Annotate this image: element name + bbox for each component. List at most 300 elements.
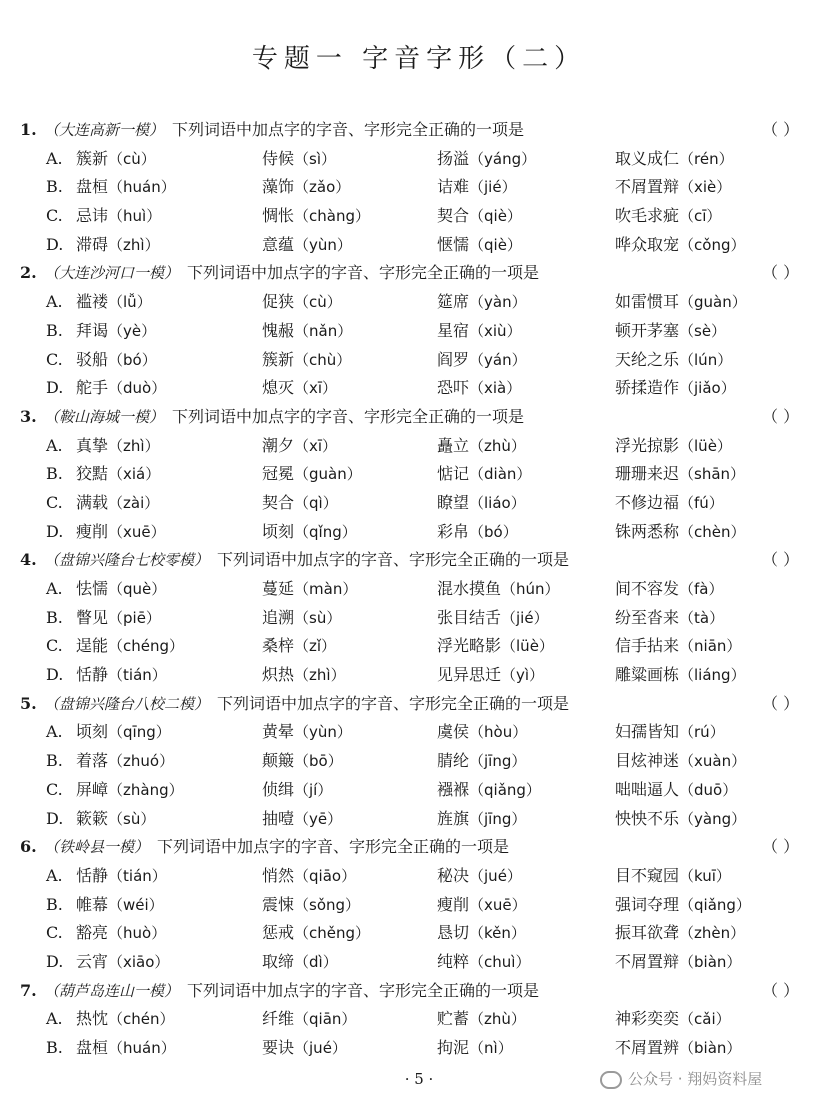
word: 惬懦 [437,234,470,254]
option-letter: B. [46,607,63,627]
pinyin: （sù） [108,809,156,828]
pinyin: （què） [108,580,167,598]
word: 屏嶂 [76,779,109,799]
word-cell [76,346,157,375]
word: 怏怏不乐 [615,808,680,828]
word: 骄揉造作 [615,378,680,398]
option-letter: C. [46,492,63,512]
word: 簌簌 [76,808,109,828]
word-cell [76,432,160,461]
word: 扬溢 [437,148,470,168]
pinyin: （xuē） [108,522,166,541]
question-text: 下列词语中加点字的字音、字形完全正确的一项是 [157,837,510,857]
pinyin: （sè） [679,321,727,340]
pinyin: （jié） [469,178,517,197]
word: 簇新 [262,349,295,369]
pinyin: （liáo） [469,493,526,512]
pinyin: （tà） [679,608,725,627]
pinyin: （yáng） [469,149,537,168]
word: 恐吓 [437,378,470,398]
pinyin: （sǒng） [294,895,361,914]
question-source: （盘锦兴隆台八校二模） [44,694,210,713]
word-cell [262,518,357,547]
pinyin: （zhèn） [679,924,746,943]
word: 忌讳 [76,206,109,226]
word-cell [615,948,741,977]
pinyin: （xià） [469,379,522,398]
answer-bracket: （ ） [762,980,800,1000]
word-cell [437,891,527,920]
question-number: 2. [20,263,37,283]
word-cell [615,891,751,920]
word: 舵手 [76,378,109,398]
word: 不修边福 [615,492,680,512]
word: 矗立 [437,435,470,455]
word-cell [615,718,725,747]
option-letter: D. [46,521,64,541]
pinyin: （xiù） [469,321,522,340]
answer-bracket: （ ） [762,837,800,857]
word-cell [437,518,518,547]
pinyin: （xiá） [108,465,161,484]
pinyin: （yùn） [294,723,352,742]
pinyin: （jué） [469,866,522,885]
word-cell [262,231,352,260]
word-cell [437,604,549,633]
word: 簇新 [76,148,109,168]
word: 顷刻 [262,521,295,541]
word: 秘决 [437,865,470,885]
pinyin: （yē） [294,809,343,828]
word-cell [76,919,166,948]
pinyin: （bó） [469,522,518,541]
option-letter: D. [46,378,64,398]
word-cell [615,317,726,346]
question-block [0,690,838,833]
pinyin: （xuē） [469,895,527,914]
page-number: · 5 · [404,1070,434,1088]
word: 盘桓 [76,1038,109,1057]
pinyin: （niān） [679,637,742,656]
word: 不屑置辩 [615,177,680,197]
word-cell [437,948,530,977]
word-cell [76,604,161,633]
option-letter: A. [46,865,63,885]
word: 咄咄逼人 [615,779,680,799]
question-number: 6. [20,837,37,857]
word-cell [615,661,746,690]
word-cell [615,776,737,805]
word-cell [76,776,184,805]
word-cell [262,346,351,375]
word: 雕粱画栋 [615,665,680,685]
option-row [0,805,838,834]
word-cell [615,747,746,776]
option-row [0,776,838,805]
pinyin: （chàng） [294,207,370,226]
question-text: 下列词语中加点字的字音、字形完全正确的一项是 [217,550,570,570]
pinyin: （jí） [294,780,333,799]
word-cell [76,374,166,403]
word-cell [262,1005,356,1034]
word-cell [76,575,166,604]
pinyin: （lún） [679,350,733,369]
pinyin: （liáng） [679,666,746,685]
pinyin: （xī） [294,379,338,398]
word-cell [437,718,527,747]
word-cell [615,518,746,547]
word-cell [76,145,156,174]
word-cell [76,460,160,489]
word-cell [76,718,171,747]
word: 真挚 [76,435,109,455]
pinyin: （zhì） [108,235,160,254]
word-cell [262,489,338,518]
option-row [0,575,838,604]
word-cell [437,460,531,489]
question-block [0,259,838,402]
word: 强词夺理 [615,894,680,914]
word: 惦记 [437,464,470,484]
word-cell [262,460,362,489]
word-cell [262,288,342,317]
pinyin: （diàn） [469,465,532,484]
option-letter: B. [46,1038,63,1057]
word: 蔓延 [262,579,295,598]
word: 契合 [262,492,295,512]
question-number: 1. [20,120,37,139]
question-number: 3. [20,406,37,426]
word: 瘦削 [76,521,109,541]
word-cell [437,919,526,948]
word: 吹毛求疵 [615,206,680,226]
option-letter: C. [46,779,63,799]
option-letter: B. [46,320,63,340]
option-letter: A. [46,435,63,455]
pinyin: （xī） [294,436,338,455]
pinyin: （qǐng） [294,522,357,541]
pinyin: （kuī） [679,866,731,885]
word: 愧赧 [262,320,295,340]
word: 追溯 [262,607,295,627]
word: 拜谒 [76,320,109,340]
pinyin: （zài） [108,493,160,512]
word-cell [262,317,352,346]
word: 取义成仁 [615,148,680,168]
option-row [0,346,838,375]
word: 震悚 [262,894,295,914]
pinyin: （huò） [108,924,167,943]
word: 促狭 [262,292,295,312]
pinyin: （cǒng） [679,235,746,254]
option-row [0,432,838,461]
answer-bracket: （ ） [762,263,800,283]
word-cell [615,288,747,317]
word: 振耳欲聋 [615,923,680,943]
pinyin: （rú） [679,723,725,742]
word: 不屑置辨 [615,1038,680,1057]
word: 悄然 [262,865,295,885]
option-row [0,145,838,174]
word: 褴褛 [76,292,109,312]
question-text: 下列词语中加点字的字音、字形完全正确的一项是 [187,980,540,1000]
option-row [0,718,838,747]
option-row [0,891,838,920]
option-row [0,747,838,776]
question-number: 4. [20,550,37,570]
word-cell [262,661,346,690]
word: 目炫神迷 [615,751,680,771]
word: 盘桓 [76,177,109,197]
word-cell [262,1034,347,1063]
word-cell [76,948,169,977]
pinyin: （chén） [108,1010,175,1029]
question-text: 下列词语中加点字的字音、字形完全正确的一项是 [217,693,570,713]
word: 瘦削 [437,894,470,914]
page-title: 专题一 字音字形（二） [251,44,587,74]
pinyin: （chuì） [469,952,531,971]
pinyin: （màn） [294,580,358,598]
question-source: （大连高新一模） [44,121,165,139]
word: 神彩奕奕 [615,1009,680,1029]
word-cell [76,862,167,891]
word-cell [262,891,360,920]
option-row [0,632,838,661]
pinyin: （yàn） [469,293,527,312]
pinyin: （huì） [108,207,162,226]
word-cell [615,173,731,202]
word: 铢两悉称 [615,521,680,541]
word: 间不容发 [615,579,680,598]
word: 桑梓 [262,636,295,656]
question-stem [0,833,838,862]
question-stem [0,690,838,719]
pinyin: （cù） [294,293,342,312]
question-stem [0,116,838,145]
pinyin: （qiè） [469,207,522,226]
word-cell [437,661,544,690]
word-cell [262,432,337,461]
word-cell [76,231,160,260]
word-cell [437,432,526,461]
option-row [0,661,838,690]
word: 恬静 [76,665,109,685]
pinyin: （zhàng） [108,780,184,799]
word-cell [437,202,522,231]
word-cell [437,776,541,805]
word: 侦缉 [262,779,295,799]
word: 热忱 [76,1009,109,1029]
pinyin: （lüè） [501,637,554,656]
pinyin: （chěng） [294,924,371,943]
word-cell [437,1034,513,1063]
answer-bracket: （ ） [762,120,800,139]
option-letter: D. [46,951,64,971]
word: 惆怅 [262,206,295,226]
word-cell [262,805,342,834]
word: 恬静 [76,865,109,885]
answer-bracket: （ ） [762,550,800,570]
word-cell [76,288,152,317]
word: 纯粹 [437,951,470,971]
question-block [0,116,838,259]
word: 浮光略影 [437,636,502,656]
option-row [0,948,838,977]
question-block [0,977,838,1063]
question-source: （铁岭县一模） [44,838,150,857]
pinyin: （huán） [108,178,176,197]
option-letter: D. [46,665,64,685]
word: 满载 [76,492,109,512]
word-cell [76,317,156,346]
pinyin: （jīng） [469,752,527,771]
word-cell [615,919,745,948]
question-source: （葫芦岛连山一模） [44,981,180,1000]
option-letter: B. [46,751,63,771]
word: 天纶之乐 [615,349,680,369]
pinyin: （bó） [108,350,157,369]
option-row [0,317,838,346]
word-cell [262,604,341,633]
pinyin: （cī） [679,207,722,226]
option-row [0,862,838,891]
pinyin: （duò） [108,379,167,398]
pinyin: （nǎn） [294,321,353,340]
word: 混水摸鱼 [437,579,502,598]
question-text: 下列词语中加点字的字音、字形完全正确的一项是 [172,406,525,426]
word: 抽噎 [262,808,295,828]
word-cell [76,747,174,776]
word-cell [437,489,526,518]
word: 黄晕 [262,722,295,742]
pinyin: （tián） [108,866,167,885]
word: 张目结舌 [437,607,502,627]
question-stem [0,977,838,1006]
word-cell [262,919,370,948]
option-letter: B. [46,894,63,914]
pinyin: （qì） [294,493,338,512]
watermark [600,1068,762,1089]
word: 熄灭 [262,378,295,398]
question-block [0,546,838,689]
pinyin: （huán） [108,1039,176,1057]
pinyin: （xuàn） [679,752,747,771]
option-letter: C. [46,206,63,226]
question-block [0,403,838,546]
word-cell [76,1034,176,1063]
option-letter: D. [46,808,64,828]
pinyin: （qiān） [294,1010,357,1029]
word-cell [615,346,732,375]
word: 浮光掠影 [615,435,680,455]
word-cell [437,747,526,776]
pinyin: （shān） [679,465,746,484]
word: 炽热 [262,665,295,685]
word-cell [76,632,184,661]
pinyin: （jiǎo） [679,379,736,398]
pinyin: （biàn） [679,1039,742,1057]
word: 筵席 [437,292,470,312]
question-source: （鞍山海城一模） [44,407,165,426]
question-stem [0,259,838,288]
pinyin: （jué） [294,1039,347,1057]
pinyin: （qiè） [469,235,522,254]
option-row [0,231,838,260]
word-cell [615,432,732,461]
pinyin: （cù） [108,149,156,168]
word-cell [437,346,527,375]
word: 信手拈来 [615,636,680,656]
word-cell [615,575,724,604]
pinyin: （xiāo） [108,952,170,971]
option-row [0,460,838,489]
word: 狡黠 [76,464,109,484]
chat-bubble-icon [600,1071,622,1089]
pinyin: （bō） [294,752,343,771]
pinyin: （fú） [679,493,724,512]
pinyin: （hòu） [469,723,528,742]
word-cell [437,1005,526,1034]
word: 帷幕 [76,894,109,914]
word: 瞭望 [437,492,470,512]
question-stem [0,546,838,575]
pinyin: （yì） [501,666,545,685]
word-cell [262,202,370,231]
question-text: 下列词语中加点字的字音、字形完全正确的一项是 [172,120,525,139]
word: 拘泥 [437,1038,470,1057]
pinyin: （zhuó） [108,752,175,771]
word: 要诀 [262,1038,295,1057]
word-cell [615,604,724,633]
pinyin: （jīng） [469,809,527,828]
pinyin: （rén） [679,149,734,168]
option-row [0,489,838,518]
word-cell [615,202,721,231]
pinyin: （yè） [108,321,157,340]
option-letter: A. [46,579,63,598]
pinyin: （dì） [294,952,338,971]
pinyin: （yùn） [294,235,352,254]
watermark-text: 公众号 · 翔妈资料屋 [628,1070,763,1088]
word: 贮蓄 [437,1009,470,1029]
word: 滞碍 [76,234,109,254]
word: 襁褓 [437,779,470,799]
pinyin: （guàn） [294,465,362,484]
word-cell [262,632,336,661]
word-cell [76,1005,175,1034]
word: 纷至沓来 [615,607,680,627]
word-cell [262,776,332,805]
word: 不屑置辩 [615,951,680,971]
pinyin: （chéng） [108,637,185,656]
word-cell [437,805,526,834]
word-cell [76,805,155,834]
word: 侍候 [262,148,295,168]
option-letter: C. [46,636,63,656]
pinyin: （piē） [108,608,161,627]
pinyin: （sù） [294,608,342,627]
word-cell [615,632,741,661]
pinyin: （hún） [501,580,560,598]
word: 恳切 [437,923,470,943]
word: 顷刻 [76,722,109,742]
pinyin: （zǎo） [294,178,351,197]
word-cell [76,518,166,547]
option-row [0,1034,838,1063]
word-cell [262,718,352,747]
word: 契合 [437,206,470,226]
pinyin: （zhù） [469,1010,526,1029]
